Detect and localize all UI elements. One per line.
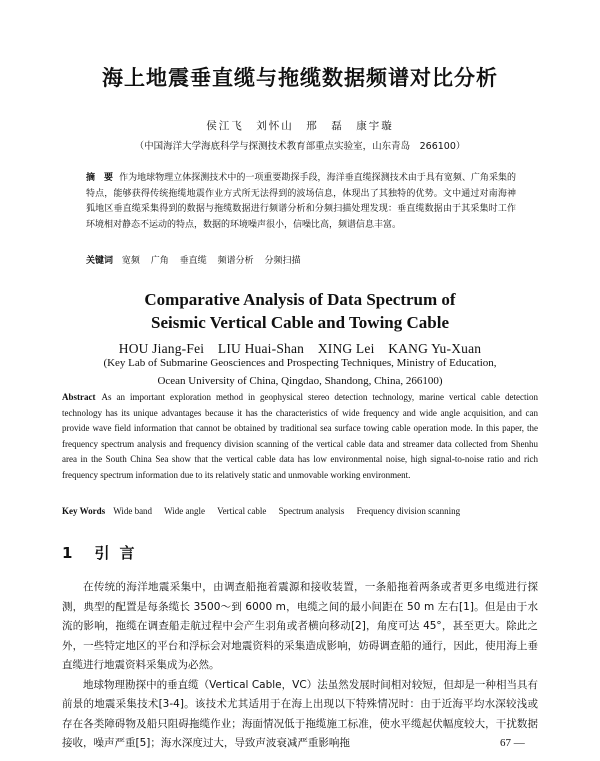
english-affiliation (0, 354, 600, 390)
chinese-affiliation: （中国海洋大学海底科学与探测技术教育部重点实验室，山东青岛 266100） (134, 141, 466, 152)
chinese-title: 海上地震垂直缆与拖缆数据频谱对比分析 (102, 66, 498, 90)
chinese-authors: 侯江飞 刘怀山 邢 磊 康宇璇 (206, 120, 394, 132)
section-heading (62, 542, 600, 563)
chinese-keyword: 宽频 (121, 256, 140, 266)
english-abstract-label: Abstract (62, 392, 96, 402)
body-paragraph-1: 在传统的海洋地震采集中，由调查船拖着震源和接收装置，一条船拖着两条或者更多电缆进行探测，典型的配置是每条缆长 3500～到 6000 m，电缆之间的最小间距在 50 m 左右[1]。但是由于水流的影响，拖缆在调查船走航过程中会产生羽角或者横向移动[2]，角度可达 45°，甚至更大。除此之外，一些特定地区的平台和浮标会对地震资料的采集造成影响，妨碍调查船的通行，因此，使用海上垂直缆进行地震资料采集成为必然。 (62, 581, 538, 671)
english-keywords-label: Key Words (62, 506, 106, 516)
english-affiliation-line-2: Ocean University of China, Qingdao, Shandong, China, 266100) (157, 375, 443, 387)
chinese-keyword: 垂直缆 (179, 256, 207, 266)
english-keyword: Spectrum analysis (278, 506, 345, 516)
english-keywords (62, 506, 538, 516)
body-text (62, 578, 538, 754)
chinese-keyword: 分频扫描 (264, 256, 301, 266)
chinese-abstract-label: 摘 要 (86, 173, 114, 183)
body-paragraph-2: 地球物理勘探中的垂直缆（Vertical Cable，VC）法虽然发展时间相对较短，但却是一种相当具有前景的地震采集技术[3-4]。该技术尤其适用于在海上出现以下特殊情况时：由于近海平均水深较浅或存在各类障碍物及船只阻碍拖缆作业；海面情况低于拖缆施工标准，使水平缆起伏幅度较大，干扰数据接收，噪声严重[5]；海水深度过大，导致声波衰减严重影响拖 (62, 678, 538, 749)
english-title-line-1: Comparative Analysis of Data Spectrum of (144, 290, 456, 309)
english-keyword: Vertical cable (217, 506, 267, 516)
english-affiliation-line-1: (Key Lab of Submarine Geosciences and Prospecting Techniques, Ministry of Education, (103, 357, 497, 369)
chinese-keyword: 广角 (150, 256, 169, 266)
english-keyword: Wide band (113, 506, 153, 516)
english-authors: HOU Jiang-Fei LIU Huai-Shan XING Lei KANG Yu-Xuan (118, 341, 482, 356)
english-abstract-text: As an important exploration method in geophysical stereo detection technology, marine vertical cable detection technology has its unique advantages because it has the characteristics of wide frequency and wide angle acquisition, and can provide wave field information that cannot be obtained by traditional sea surface towing cable operation mode. In this paper, the frequency spectrum analysis and frequency division scanning of the vertical cable data and streamer data collected from Shenhu area in the South China Sea show that the vertical cable data has low environmental noise, high signal-to-noise ratio and rich frequency spectrum information due to its relatively static and unmovable working environment. (62, 392, 538, 480)
chinese-keywords (86, 253, 516, 266)
chinese-keywords-label: 关键词 (86, 256, 114, 266)
section-title: 引言 (94, 544, 145, 562)
english-title (0, 288, 600, 334)
english-keyword: Frequency division scanning (356, 506, 461, 516)
chinese-keyword: 频谱分析 (217, 256, 254, 266)
english-abstract (62, 390, 538, 484)
english-keyword: Wide angle (164, 506, 206, 516)
chinese-abstract-text: 作为地球物理立体探测技术中的一项重要勘探手段，海洋垂直缆探测技术由于具有宽频、广角采集的特点，能够获得传统拖缆地震作业方式所无法得到的波场信息，体现出了其独特的优势。文中通过对南海神狐地区垂直缆采集得到的数据与拖缆数据进行频谱分析和分频扫描处理发现：垂直缆数据由于其采集时工作环境相对静态不运动的特点，数据的环境噪声很小，信噪比高，频谱信息丰富。 (86, 173, 516, 230)
english-title-line-2: Seismic Vertical Cable and Towing Cable (150, 313, 449, 332)
section-number: 1 (62, 544, 73, 562)
page-number: 67 — (500, 737, 525, 749)
chinese-abstract (86, 171, 516, 233)
